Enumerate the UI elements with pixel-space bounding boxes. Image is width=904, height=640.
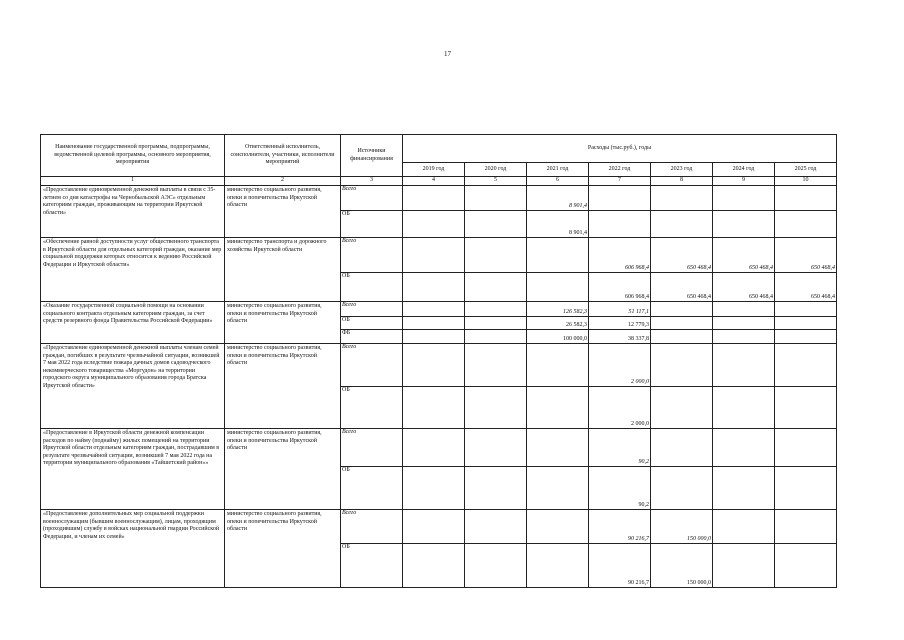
expense-value-cell <box>465 186 527 211</box>
executor-cell: министерство социального развития, опеки и попечительства Иркутской области <box>225 510 341 588</box>
funding-source-cell: ОБ <box>341 211 403 238</box>
expense-value-cell <box>775 186 837 211</box>
header-year: 2021 год <box>527 163 589 177</box>
table-row <box>41 510 837 544</box>
funding-source-cell: Всего <box>341 238 403 273</box>
expense-value-cell <box>775 387 837 429</box>
column-number: 8 <box>651 177 713 186</box>
funding-source-cell: Всего <box>341 429 403 467</box>
expense-value-cell <box>589 211 651 238</box>
column-number: 1 <box>41 177 225 186</box>
expense-value-cell <box>651 344 713 387</box>
header-expenses: Расходы (тыс.руб.), годы <box>403 135 837 163</box>
expense-value-cell <box>527 273 589 302</box>
header-year: 2022 год <box>589 163 651 177</box>
expense-value-cell <box>465 387 527 429</box>
expense-value-cell: 90,2 <box>589 429 651 467</box>
expense-value-cell <box>527 429 589 467</box>
expense-value-cell <box>713 429 775 467</box>
expense-value-cell: 650 468,4 <box>713 273 775 302</box>
column-number: 4 <box>403 177 465 186</box>
expense-value-cell <box>713 186 775 211</box>
expense-value-cell <box>651 387 713 429</box>
expense-value-cell <box>775 467 837 510</box>
expense-value-cell <box>713 510 775 544</box>
expense-value-cell: 150 000,0 <box>651 544 713 588</box>
column-number: 7 <box>589 177 651 186</box>
program-name-cell: «Предоставление единовременной денежной выплаты членам семей граждан, погибших в результате чрезвычайной ситуации, возникшей 7 мая 2022 года вследствие пожара дачных домов садоводческого некоммерческого товарищества «Моргудон» на территории городского округа муниципального образования города Братска Иркутской области» <box>41 344 225 429</box>
table-row <box>41 186 837 211</box>
header-program: Наименование государственной программы, подпрограммы, ведомственной целевой программы, основного мероприятия, мероприятия <box>41 135 225 177</box>
expense-value-cell <box>527 387 589 429</box>
expense-value-cell <box>403 387 465 429</box>
header-source: Источники финансирования <box>341 135 403 177</box>
header-executor: Ответственный исполнитель, соисполнители, участники, исполнители мероприятий <box>225 135 341 177</box>
expense-value-cell: 100 000,0 <box>527 330 589 344</box>
expense-value-cell <box>403 317 465 330</box>
expense-value-cell <box>403 544 465 588</box>
expense-value-cell: 8 901,4 <box>527 186 589 211</box>
expense-value-cell <box>775 344 837 387</box>
expense-value-cell <box>403 186 465 211</box>
table-row <box>41 429 837 467</box>
funding-source-cell: ОБ <box>341 544 403 588</box>
program-name-cell: «Обеспечение равной доступности услуг общественного транспорта в Иркутской области для отдельных категорий граждан, оказание мер социальной поддержки которых относится к ведению Российской Федерации и Иркутской области» <box>41 238 225 302</box>
expense-value-cell <box>775 317 837 330</box>
expense-value-cell: 150 000,0 <box>651 510 713 544</box>
expense-value-cell <box>527 344 589 387</box>
expense-value-cell <box>403 211 465 238</box>
expense-value-cell <box>527 238 589 273</box>
column-number-row <box>41 177 837 186</box>
header-year: 2024 год <box>713 163 775 177</box>
expense-value-cell: 90 216,7 <box>589 544 651 588</box>
expense-value-cell: 606 968,4 <box>589 273 651 302</box>
expense-value-cell <box>403 429 465 467</box>
page-number: 17 <box>444 50 451 58</box>
funding-source-cell: ОБ <box>341 467 403 510</box>
expense-value-cell <box>403 344 465 387</box>
header-year: 2019 год <box>403 163 465 177</box>
funding-source-cell: Всего <box>341 186 403 211</box>
expense-value-cell <box>775 211 837 238</box>
program-name-cell: «Оказание государственной социальной помощи на основании социального контракта отдельным категориям граждан, за счет средств резервного фонда Правительства Российской Федерации» <box>41 302 225 344</box>
expense-value-cell <box>651 467 713 510</box>
expense-value-cell <box>775 302 837 317</box>
expense-value-cell <box>465 211 527 238</box>
expense-value-cell <box>651 330 713 344</box>
expense-value-cell: 650 468,4 <box>651 238 713 273</box>
expense-value-cell <box>527 544 589 588</box>
table-row <box>41 344 837 387</box>
expense-value-cell <box>465 429 527 467</box>
expense-value-cell: 8 901,4 <box>527 211 589 238</box>
budget-table <box>40 134 837 588</box>
expense-value-cell <box>403 330 465 344</box>
expense-value-cell <box>651 302 713 317</box>
expense-value-cell <box>775 330 837 344</box>
funding-source-cell: Всего <box>341 344 403 387</box>
expense-value-cell <box>589 186 651 211</box>
expense-value-cell <box>713 544 775 588</box>
executor-cell: министерство транспорта и дорожного хозяйства Иркутской области <box>225 238 341 302</box>
expense-value-cell <box>651 317 713 330</box>
expense-value-cell: 650 468,4 <box>713 238 775 273</box>
funding-source-cell: ФБ <box>341 330 403 344</box>
header-year: 2020 год <box>465 163 527 177</box>
header-year: 2023 год <box>651 163 713 177</box>
expense-value-cell <box>465 467 527 510</box>
column-number: 2 <box>225 177 341 186</box>
expense-value-cell <box>527 510 589 544</box>
funding-source-cell: ОБ <box>341 273 403 302</box>
expense-value-cell <box>465 544 527 588</box>
expense-value-cell <box>403 273 465 302</box>
expense-value-cell <box>651 211 713 238</box>
program-name-cell: «Предоставление в Иркутской области денежной компенсации расходов по найму (поднайму) жилых помещений на территории Иркутской области отдельным категориям граждан, пострадавшим в результате чрезвычайной ситуации, возникшей 7 мая 2022 года на территории муниципального образования «Тайшетский район»» <box>41 429 225 510</box>
funding-source-cell: ОБ <box>341 387 403 429</box>
executor-cell: министерство социального развития, опеки и попечительства Иркутской области <box>225 302 341 344</box>
expense-value-cell <box>465 238 527 273</box>
expense-value-cell <box>465 317 527 330</box>
column-number: 10 <box>775 177 837 186</box>
expense-value-cell: 650 468,4 <box>775 273 837 302</box>
expense-value-cell <box>713 344 775 387</box>
expense-value-cell: 650 468,4 <box>651 273 713 302</box>
funding-source-cell: ОБ <box>341 317 403 330</box>
expense-value-cell <box>651 429 713 467</box>
expense-value-cell <box>527 467 589 510</box>
expense-value-cell <box>651 186 713 211</box>
program-name-cell: «Предоставление дополнительных мер социальной поддержки военнослужащим (бывшим военнослужащим), лицам, проходящим (проходившим) службу в войсках национальной гвардии Российской Федерации, и членам их семей» <box>41 510 225 588</box>
expense-value-cell: 126 582,3 <box>527 302 589 317</box>
expense-value-cell <box>403 467 465 510</box>
executor-cell: министерство социального развития, опеки и попечительства Иркутской области <box>225 186 341 238</box>
expense-value-cell <box>465 302 527 317</box>
expense-value-cell <box>775 429 837 467</box>
funding-source-cell: Всего <box>341 302 403 317</box>
expense-value-cell <box>713 330 775 344</box>
expense-value-cell: 2 000,0 <box>589 387 651 429</box>
expense-value-cell: 90,2 <box>589 467 651 510</box>
expense-value-cell <box>465 273 527 302</box>
expense-value-cell <box>465 344 527 387</box>
expense-value-cell <box>465 330 527 344</box>
expense-value-cell <box>403 302 465 317</box>
table-row <box>41 302 837 317</box>
expense-value-cell <box>713 302 775 317</box>
expense-value-cell: 12 779,3 <box>589 317 651 330</box>
expense-value-cell: 26 582,3 <box>527 317 589 330</box>
expense-value-cell: 38 337,8 <box>589 330 651 344</box>
expense-value-cell <box>713 467 775 510</box>
executor-cell: министерство социального развития, опеки и попечительства Иркутской области <box>225 429 341 510</box>
expense-value-cell <box>403 238 465 273</box>
program-name-cell: «Предоставление единовременной денежной выплаты в связи с 35-летием со дня катастрофы на Чернобыльской АЭС» отдельным категориям граждан, проживающим на территории Иркутской области» <box>41 186 225 238</box>
table-body <box>41 186 837 588</box>
column-number: 5 <box>465 177 527 186</box>
expense-value-cell <box>465 510 527 544</box>
expense-value-cell: 606 968,4 <box>589 238 651 273</box>
executor-cell: министерство социального развития, опеки и попечительства Иркутской области <box>225 344 341 429</box>
expense-value-cell: 51 117,1 <box>589 302 651 317</box>
table-row <box>41 238 837 273</box>
expense-value-cell: 90 216,7 <box>589 510 651 544</box>
expense-value-cell <box>775 510 837 544</box>
expense-value-cell <box>713 317 775 330</box>
column-number: 3 <box>341 177 403 186</box>
header-year: 2025 год <box>775 163 837 177</box>
expense-value-cell <box>713 211 775 238</box>
column-number: 9 <box>713 177 775 186</box>
expense-value-cell <box>775 544 837 588</box>
expense-value-cell <box>403 510 465 544</box>
expense-value-cell: 2 000,0 <box>589 344 651 387</box>
funding-source-cell: Всего <box>341 510 403 544</box>
expense-value-cell <box>713 387 775 429</box>
expense-value-cell: 650 468,4 <box>775 238 837 273</box>
column-number: 6 <box>527 177 589 186</box>
